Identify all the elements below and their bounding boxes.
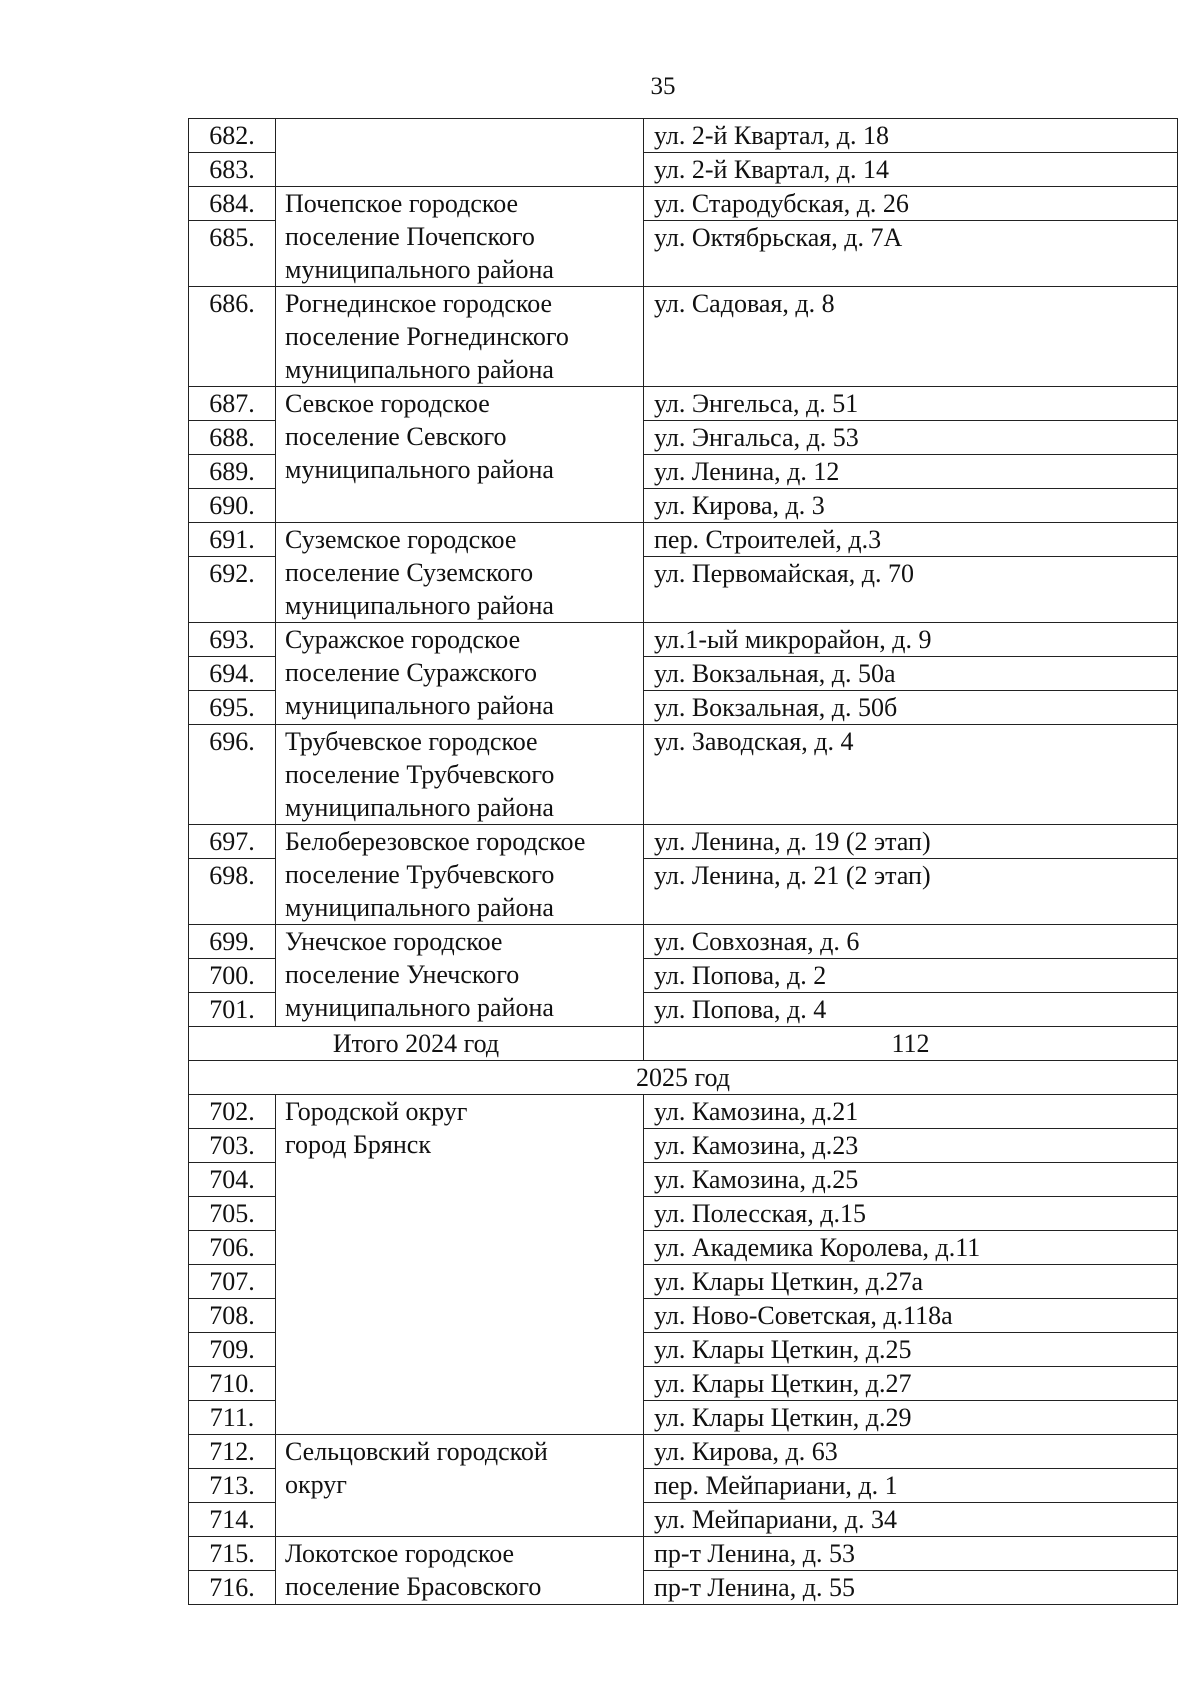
row-number: 712. bbox=[189, 1435, 276, 1469]
row-number: 697. bbox=[189, 825, 276, 859]
row-number: 706. bbox=[189, 1231, 276, 1265]
municipality-line: Трубчевское городское bbox=[285, 727, 538, 756]
row-number: 709. bbox=[189, 1333, 276, 1367]
row-number: 707. bbox=[189, 1265, 276, 1299]
municipality-line: Суражское городское bbox=[285, 625, 521, 654]
municipality-line: Городской округ bbox=[285, 1097, 468, 1126]
municipality-line: муниципального района bbox=[285, 591, 554, 620]
municipality-line: Суземское городское bbox=[285, 525, 517, 554]
row-number: 698. bbox=[189, 859, 276, 925]
address-cell: ул. Академика Королева, д.11 bbox=[644, 1231, 1178, 1265]
municipality-cell bbox=[276, 1095, 644, 1435]
municipality-cell bbox=[276, 1435, 644, 1537]
address-cell: ул. Попова, д. 4 bbox=[644, 993, 1178, 1027]
address-table bbox=[188, 118, 1178, 1605]
municipality-line: Рогнединское городское bbox=[285, 289, 553, 318]
municipality-line: Унечское городское bbox=[285, 927, 503, 956]
address-cell: ул. Ленина, д. 19 (2 этап) bbox=[644, 825, 1178, 859]
year-heading: 2025 год bbox=[189, 1061, 1178, 1095]
row-number: 692. bbox=[189, 557, 276, 623]
row-number: 711. bbox=[189, 1401, 276, 1435]
row-number: 715. bbox=[189, 1537, 276, 1571]
municipality-cell bbox=[276, 387, 644, 523]
address-cell: ул. Клары Цеткин, д.27а bbox=[644, 1265, 1178, 1299]
municipality-line: муниципального района bbox=[285, 893, 554, 922]
address-cell: ул. 2-й Квартал, д. 14 bbox=[644, 153, 1178, 187]
municipality-cell bbox=[276, 925, 644, 1027]
address-cell: ул. Камозина, д.25 bbox=[644, 1163, 1178, 1197]
municipality-line: Почепское городское bbox=[285, 189, 519, 218]
address-cell: ул. Заводская, д. 4 bbox=[644, 725, 1178, 825]
address-cell: пр-т Ленина, д. 53 bbox=[644, 1537, 1178, 1571]
municipality-line: поселение Суражского bbox=[285, 658, 537, 687]
address-cell: ул. Вокзальная, д. 50б bbox=[644, 691, 1178, 725]
address-cell: ул. Кирова, д. 3 bbox=[644, 489, 1178, 523]
address-cell: ул. Кирова, д. 63 bbox=[644, 1435, 1178, 1469]
address-cell: ул. Клары Цеткин, д.27 bbox=[644, 1367, 1178, 1401]
row-number: 693. bbox=[189, 623, 276, 657]
row-number: 694. bbox=[189, 657, 276, 691]
municipality-line: Локотское городское bbox=[285, 1539, 515, 1568]
row-number: 708. bbox=[189, 1299, 276, 1333]
address-cell: ул. Вокзальная, д. 50а bbox=[644, 657, 1178, 691]
municipality-cell bbox=[276, 287, 644, 387]
address-cell: ул. Энгельса, д. 51 bbox=[644, 387, 1178, 421]
address-cell: ул. Клары Цеткин, д.25 bbox=[644, 1333, 1178, 1367]
row-number: 713. bbox=[189, 1469, 276, 1503]
municipality-cell bbox=[276, 523, 644, 623]
table-row bbox=[189, 1095, 1178, 1129]
municipality-cell bbox=[276, 725, 644, 825]
row-number: 701. bbox=[189, 993, 276, 1027]
row-number: 684. bbox=[189, 187, 276, 221]
municipality-cell bbox=[276, 187, 644, 287]
address-cell: ул. Попова, д. 2 bbox=[644, 959, 1178, 993]
address-cell: пр-т Ленина, д. 55 bbox=[644, 1571, 1178, 1605]
address-cell: ул. Мейпариани, д. 34 bbox=[644, 1503, 1178, 1537]
row-number: 688. bbox=[189, 421, 276, 455]
table-row bbox=[189, 119, 1178, 153]
row-number: 682. bbox=[189, 119, 276, 153]
address-cell: ул. Стародубская, д. 26 bbox=[644, 187, 1178, 221]
municipality-cell bbox=[276, 119, 644, 187]
municipality-line: поселение Суземского bbox=[285, 558, 534, 587]
municipality-line: муниципального района bbox=[285, 691, 554, 720]
municipality-line: муниципального района bbox=[285, 455, 554, 484]
row-number: 690. bbox=[189, 489, 276, 523]
address-cell: пер. Строителей, д.3 bbox=[644, 523, 1178, 557]
municipality-line: поселение Унечского bbox=[285, 960, 520, 989]
row-number: 705. bbox=[189, 1197, 276, 1231]
municipality-line: муниципального района bbox=[285, 993, 554, 1022]
summary-label: Итого 2024 год bbox=[189, 1027, 644, 1061]
table-row bbox=[189, 523, 1178, 557]
municipality-line: муниципального района bbox=[285, 793, 554, 822]
address-cell: ул. Ленина, д. 21 (2 этап) bbox=[644, 859, 1178, 925]
row-number: 703. bbox=[189, 1129, 276, 1163]
municipality-line: поселение Севского bbox=[285, 422, 507, 451]
row-number: 696. bbox=[189, 725, 276, 825]
municipality-line: муниципального района bbox=[285, 255, 554, 284]
row-number: 700. bbox=[189, 959, 276, 993]
row-number: 710. bbox=[189, 1367, 276, 1401]
address-cell: ул. Первомайская, д. 70 bbox=[644, 557, 1178, 623]
municipality-line: Сельцовский городской bbox=[285, 1437, 548, 1466]
row-number: 686. bbox=[189, 287, 276, 387]
address-cell: ул. Камозина, д.21 bbox=[644, 1095, 1178, 1129]
table-row bbox=[189, 1537, 1178, 1571]
address-cell: ул.1-ый микрорайон, д. 9 bbox=[644, 623, 1178, 657]
table-row bbox=[189, 623, 1178, 657]
table-row bbox=[189, 825, 1178, 859]
row-number: 689. bbox=[189, 455, 276, 489]
row-number: 714. bbox=[189, 1503, 276, 1537]
address-cell: пер. Мейпариани, д. 1 bbox=[644, 1469, 1178, 1503]
row-number: 691. bbox=[189, 523, 276, 557]
table-row bbox=[189, 387, 1178, 421]
municipality-line: Севское городское bbox=[285, 389, 490, 418]
year-row bbox=[189, 1061, 1178, 1095]
municipality-cell bbox=[276, 1537, 644, 1605]
address-cell: ул. Ленина, д. 12 bbox=[644, 455, 1178, 489]
address-cell: ул. Садовая, д. 8 bbox=[644, 287, 1178, 387]
table-row bbox=[189, 925, 1178, 959]
row-number: 699. bbox=[189, 925, 276, 959]
row-number: 685. bbox=[189, 221, 276, 287]
municipality-line: поселение Трубчевского bbox=[285, 860, 555, 889]
municipality-line: поселение Трубчевского bbox=[285, 760, 555, 789]
address-cell: ул. Полесская, д.15 bbox=[644, 1197, 1178, 1231]
address-cell: ул. Клары Цеткин, д.29 bbox=[644, 1401, 1178, 1435]
row-number: 695. bbox=[189, 691, 276, 725]
row-number: 687. bbox=[189, 387, 276, 421]
table-row bbox=[189, 187, 1178, 221]
address-cell: ул. Октябрьская, д. 7А bbox=[644, 221, 1178, 287]
municipality-cell bbox=[276, 623, 644, 725]
row-number: 716. bbox=[189, 1571, 276, 1605]
row-number: 702. bbox=[189, 1095, 276, 1129]
address-cell: ул. Энгальса, д. 53 bbox=[644, 421, 1178, 455]
summary-value: 112 bbox=[644, 1027, 1178, 1061]
address-cell: ул. Ново-Советская, д.118а bbox=[644, 1299, 1178, 1333]
address-cell: ул. Совхозная, д. 6 bbox=[644, 925, 1178, 959]
municipality-line: муниципального района bbox=[285, 355, 554, 384]
row-number: 704. bbox=[189, 1163, 276, 1197]
municipality-line: поселение Рогнединского bbox=[285, 322, 569, 351]
summary-row bbox=[189, 1027, 1178, 1061]
municipality-line: город Брянск bbox=[285, 1130, 431, 1159]
municipality-line: Белоберезовское городское bbox=[285, 827, 586, 856]
municipality-cell bbox=[276, 825, 644, 925]
address-cell: ул. Камозина, д.23 bbox=[644, 1129, 1178, 1163]
row-number: 683. bbox=[189, 153, 276, 187]
address-cell: ул. 2-й Квартал, д. 18 bbox=[644, 119, 1178, 153]
page-number: 35 bbox=[650, 73, 676, 100]
municipality-line: поселение Брасовского bbox=[285, 1572, 542, 1601]
table-row bbox=[189, 1435, 1178, 1469]
municipality-line: округ bbox=[285, 1470, 347, 1499]
municipality-line: поселение Почепского bbox=[285, 222, 535, 251]
